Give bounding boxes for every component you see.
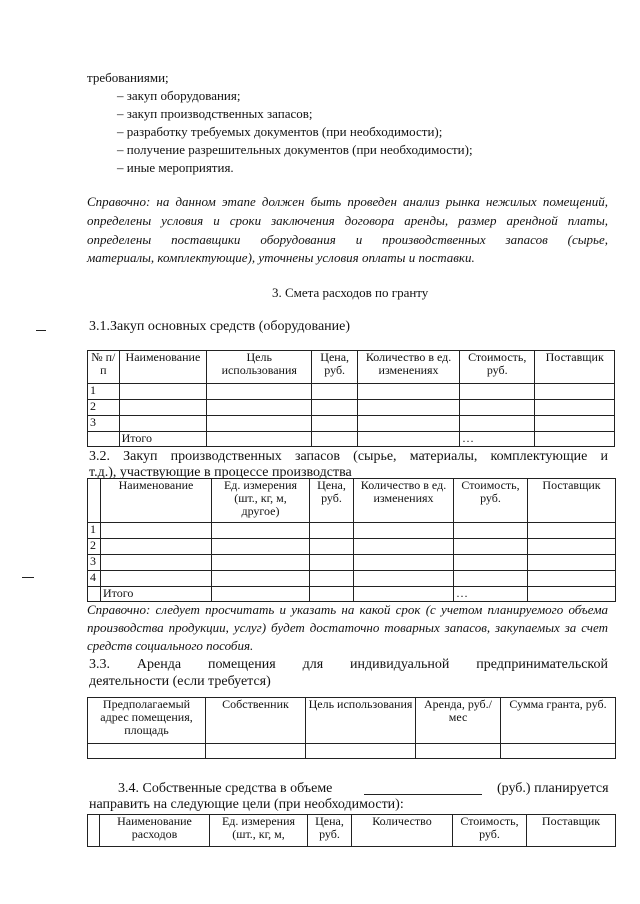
row-num: 3 [88,555,101,571]
s34-title-line-1b: (руб.) планируется [497,781,609,796]
s32-header-price: Цена, руб. [310,479,354,523]
total-row [88,587,616,602]
s32-header-num [88,479,101,523]
table-row [88,539,616,555]
s31-header-purpose: Цель использования [207,351,312,384]
s32-title-line-2: т.д.), участвующие в процессе производства [89,465,352,480]
table-row [88,523,616,539]
intro-item-1: – закуп оборудования; [117,88,241,103]
intro-item-5: – иные мероприятия. [117,160,234,175]
note2-line-2: производства продукции, услуг) будет достаточно товарных запасов, закупаемых за счет [87,620,608,635]
row-num: 2 [88,539,101,555]
intro-line: требованиями; [87,70,169,85]
row-num: 1 [88,523,101,539]
amount-blank-line [364,794,482,795]
total-value: … [460,432,535,447]
s34-header-price: Цена, руб. [308,815,352,847]
table-row [88,400,615,416]
s31-header-supplier: Поставщик [535,351,615,384]
note1-line-1: Справочно: на данном этапе должен быть проведен анализ рынка нежилых помещений, [87,194,608,209]
s31-header-name: Наименование [119,351,207,384]
margin-mark [22,577,34,578]
s32-header-supplier: Поставщик [528,479,616,523]
margin-mark [36,330,46,331]
s34-header-unit: Ед. измерения (шт., кг, м, [210,815,308,847]
table-row [88,571,616,587]
s32-header-name: Наименование [101,479,212,523]
s32-header-unit: Ед. измерения (шт., кг, м, другое) [212,479,310,523]
table-row [88,555,616,571]
s31-header-cost: Стоимость, руб. [460,351,535,384]
s32-table [87,478,616,602]
intro-item-2: – закуп производственных запасов; [117,106,313,121]
s32-header-cost: Стоимость, руб. [454,479,528,523]
s33-table [87,697,616,759]
s34-table [87,814,616,847]
s33-header-rent: Аренда, руб./мес [416,698,501,744]
row-num: 4 [88,571,101,587]
section-title: 3. Смета расходов по гранту [272,285,429,300]
s31-header-price: Цена, руб. [312,351,358,384]
s33-header-grant-sum: Сумма гранта, руб. [501,698,616,744]
row-num: 3 [88,416,120,432]
note1-line-3: определены поставщики оборудования и производственных запасов (сырье, [87,232,608,247]
note2-line-3: средств социального пособия. [87,638,254,653]
table-row [88,384,615,400]
row-num: 1 [88,384,120,400]
total-label: Итого [101,587,212,602]
total-row [88,432,615,447]
s33-title-line-2: деятельности (если требуется) [89,674,271,689]
table-row [88,416,615,432]
s34-header-qty: Количество [352,815,453,847]
total-label: Итого [119,432,207,447]
s33-header-owner: Собственник [206,698,306,744]
s34-header-name: Наименование расходов [100,815,210,847]
note2-line-1: Справочно: следует просчитать и указать на какой срок (с учетом планируемого объема [87,602,608,617]
s31-table [87,350,615,447]
s33-header-address: Предполагаемый адрес помещения, площадь [88,698,206,744]
row-num: 2 [88,400,120,416]
s34-title-line-1a: 3.4. Собственные средства в объеме [118,781,333,796]
s31-title: 3.1.Закуп основных средств (оборудование) [89,319,351,334]
s34-header-cost: Стоимость, руб. [453,815,527,847]
s32-header-qty: Количество в ед. изменениях [354,479,454,523]
intro-item-3: – разработку требуемых документов (при необходимости); [117,124,443,139]
table-row [88,744,616,759]
total-value: … [454,587,528,602]
s34-header-num [88,815,100,847]
s33-header-purpose: Цель использования [306,698,416,744]
intro-item-4: – получение разрешительных документов (при необходимости); [117,142,473,157]
note1-line-4: материалы, комплектующие), уточнены условия оплаты и поставки. [87,250,475,265]
s32-title-line-1: 3.2. Закуп производственных запасов (сырье, материалы, комплектующие и [89,449,608,464]
s34-header-supplier: Поставщик [527,815,616,847]
note1-line-2: определены условия и сроки заключения договора аренды, размер арендной платы, [87,213,608,228]
s33-title-line-1: 3.3. Аренда помещения для индивидуальной предпринимательской [89,657,608,672]
s31-header-num: № п/п [88,351,120,384]
s34-title-line-2: направить на следующие цели (при необходимости): [89,797,404,812]
s31-header-qty: Количество в ед. изменениях [358,351,460,384]
